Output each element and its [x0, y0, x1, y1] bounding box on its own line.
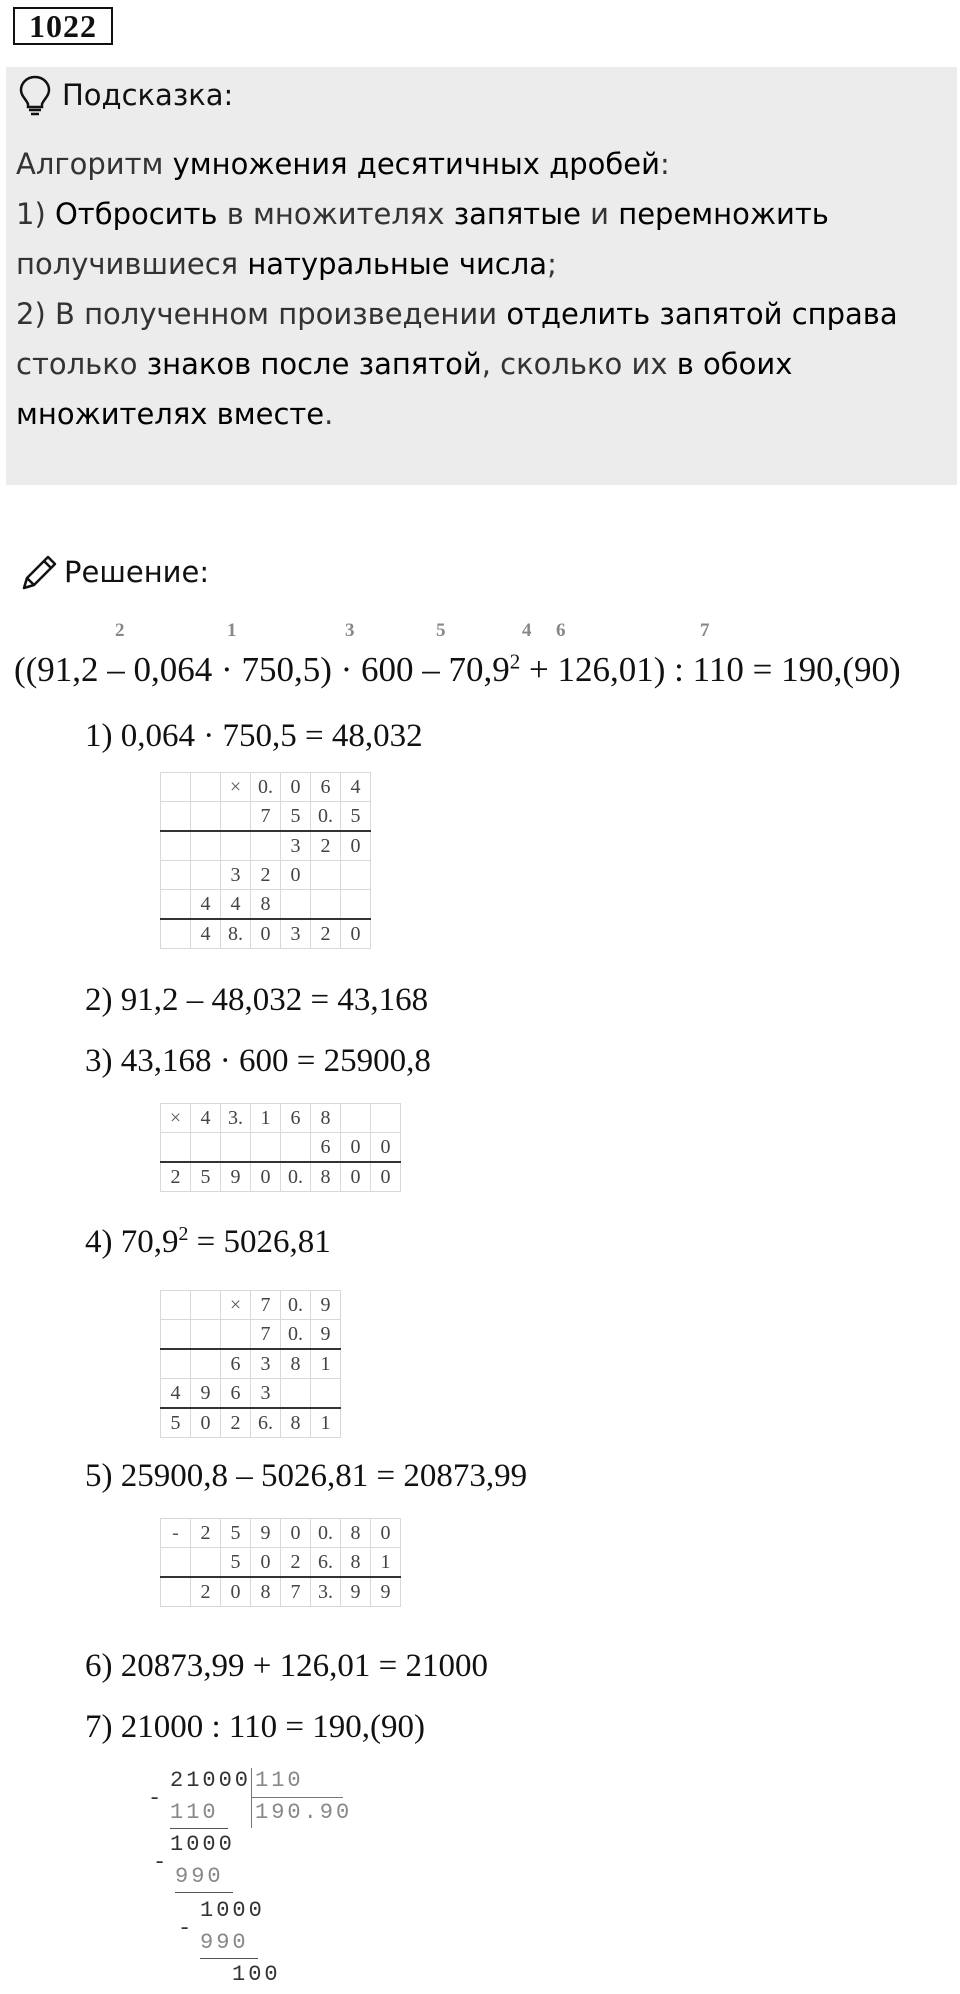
table-cell: 0.: [281, 1320, 311, 1350]
division-line: 110: [170, 1800, 219, 1825]
table-cell: 5: [221, 1548, 251, 1578]
table-row: [161, 1320, 341, 1350]
table-cell: 3.: [311, 1577, 341, 1607]
division-line: 1000: [170, 1832, 235, 1857]
table-cell: 2: [221, 1408, 251, 1438]
table-cell: 4: [161, 1379, 191, 1409]
table-cell: [221, 831, 251, 861]
table-cell: 7: [251, 1320, 281, 1350]
table-cell: 4: [221, 890, 251, 920]
table-cell: [161, 1349, 191, 1379]
table-cell: 2: [281, 1548, 311, 1578]
order-mark: 4: [522, 620, 532, 641]
table-cell: 1: [311, 1349, 341, 1379]
table-cell: 5: [221, 1519, 251, 1548]
table-cell: [341, 861, 371, 890]
table-cell: 7: [251, 802, 281, 832]
table-cell: [281, 890, 311, 920]
order-mark: 2: [115, 620, 125, 641]
table-cell: 4: [191, 890, 221, 920]
solution-step: 2) 91,2 – 48,032 = 43,168: [85, 982, 429, 1018]
table-cell: 4: [191, 919, 221, 949]
table-row: [161, 1408, 341, 1438]
division-underline: [175, 1892, 233, 1893]
table-cell: [311, 861, 341, 890]
table-row: [161, 1519, 401, 1548]
lightbulb-icon: [18, 74, 52, 116]
table-cell: 0: [251, 1548, 281, 1578]
division-line: 990: [175, 1864, 224, 1889]
division-bar-horizontal: [251, 1797, 343, 1798]
hint-emphasis: умножения десятичных дробей: [172, 147, 660, 181]
table-row: [161, 802, 371, 832]
table-cell: 0: [281, 1519, 311, 1548]
table-cell: 5: [341, 802, 371, 832]
hint-line: [16, 147, 670, 181]
table-cell: 0: [251, 1162, 281, 1192]
table-cell: [191, 1133, 221, 1163]
solution-title: Решение:: [64, 555, 210, 589]
hint-text-segment: в множителях: [217, 197, 454, 231]
hint-line: [16, 397, 333, 431]
table-cell: [191, 1548, 221, 1578]
solution-step: 1) 0,064 · 750,5 = 48,032: [85, 718, 423, 754]
solution-step: 7) 21000 : 110 = 190,(90): [85, 1709, 426, 1745]
table-cell: [161, 773, 191, 802]
table-cell: 0: [191, 1408, 221, 1438]
hint-line: [16, 247, 557, 281]
hint-emphasis: множителях вместе: [16, 397, 325, 431]
table-cell: [161, 1577, 191, 1607]
solution-step: 6) 20873,99 + 126,01 = 21000: [85, 1648, 488, 1684]
table-cell: 0: [221, 1577, 251, 1607]
table-cell: 8: [281, 1408, 311, 1438]
minus-sign: -: [153, 1850, 170, 1875]
table-cell: 2: [161, 1162, 191, 1192]
table-cell: 0.: [311, 802, 341, 832]
table-cell: 9: [341, 1577, 371, 1607]
hint-text-segment: и: [580, 197, 619, 231]
hint-emphasis: Отбросить: [54, 197, 218, 231]
table-cell: 9: [371, 1577, 401, 1607]
pencil-icon: [18, 552, 60, 594]
table-cell: [251, 1133, 281, 1163]
table-row: [161, 1104, 401, 1133]
table-cell: [161, 831, 191, 861]
table-cell: [161, 802, 191, 832]
table-cell: 6.: [311, 1548, 341, 1578]
table-cell: 2: [251, 861, 281, 890]
division-bar-vertical: [251, 1768, 252, 1828]
table-cell: [161, 1291, 191, 1320]
minus-sign: -: [178, 1916, 195, 1941]
table-cell: [341, 890, 371, 920]
hint-emphasis: знаков после запятой: [146, 347, 482, 381]
table-cell: [191, 1320, 221, 1350]
table-cell: [251, 831, 281, 861]
table-cell: 3: [251, 1349, 281, 1379]
table-cell: 9: [221, 1162, 251, 1192]
table-row: [161, 919, 371, 949]
table-cell: 0: [341, 831, 371, 861]
hint-text-segment: , сколько их: [481, 347, 677, 381]
hint-text-segment: 1): [16, 197, 55, 231]
table-cell: 8: [311, 1104, 341, 1133]
table-cell: 6: [311, 773, 341, 802]
hint-text-segment: ;: [547, 247, 557, 281]
table-cell: 8.: [221, 919, 251, 949]
table-row: [161, 1379, 341, 1409]
table-cell: 2: [311, 919, 341, 949]
table-cell: 9: [191, 1379, 221, 1409]
step-exponent: 2: [178, 1223, 189, 1245]
table-cell: 4: [191, 1104, 221, 1133]
calculation-table: [160, 1103, 401, 1192]
order-mark: 6: [556, 620, 566, 641]
hint-text-segment: получившиеся: [16, 247, 248, 281]
table-row: [161, 1133, 401, 1163]
calculation-table: [160, 772, 371, 949]
table-cell: 3: [281, 919, 311, 949]
table-cell: [161, 919, 191, 949]
table-cell: [221, 1320, 251, 1350]
table-cell: [161, 1548, 191, 1578]
hint-emphasis: перемножить: [618, 197, 829, 231]
hint-emphasis: запятые: [453, 197, 581, 231]
table-cell: 0: [281, 861, 311, 890]
hint-emphasis: отделить запятой справа: [506, 297, 898, 331]
hint-emphasis: натуральные числа: [247, 247, 548, 281]
step-base: 4) 70,9: [85, 1224, 179, 1260]
table-cell: 8: [281, 1349, 311, 1379]
table-row: [161, 1548, 401, 1578]
table-row: [161, 831, 371, 861]
table-cell: [191, 831, 221, 861]
table-cell: 4: [341, 773, 371, 802]
table-cell: 2: [311, 831, 341, 861]
table-cell: [191, 861, 221, 890]
table-row: [161, 773, 371, 802]
table-cell: 6.: [251, 1408, 281, 1438]
table-cell: 3: [221, 861, 251, 890]
table-cell: 0: [371, 1133, 401, 1163]
table-cell: -: [161, 1519, 191, 1548]
table-cell: [161, 1133, 191, 1163]
table-cell: 1: [371, 1548, 401, 1578]
table-row: [161, 1162, 401, 1192]
table-cell: 1: [251, 1104, 281, 1133]
table-cell: 0: [341, 919, 371, 949]
order-mark: 1: [227, 620, 237, 641]
hint-line: [16, 297, 898, 331]
table-cell: 6: [221, 1379, 251, 1409]
table-cell: 6: [221, 1349, 251, 1379]
table-cell: ×: [221, 773, 251, 802]
table-cell: 5: [281, 802, 311, 832]
table-cell: 0: [341, 1133, 371, 1163]
hint-text-segment: :: [659, 147, 670, 181]
table-cell: 8: [341, 1548, 371, 1578]
table-cell: 8: [341, 1519, 371, 1548]
hint-text-segment: столько: [16, 347, 147, 381]
table-row: [161, 861, 371, 890]
table-cell: [161, 890, 191, 920]
divisor: 110: [255, 1768, 304, 1793]
table-cell: [221, 1133, 251, 1163]
table-cell: 9: [251, 1519, 281, 1548]
order-mark: 3: [345, 620, 355, 641]
table-cell: 0.: [251, 773, 281, 802]
table-row: [161, 1577, 401, 1607]
solution-step: [85, 1224, 331, 1261]
table-cell: 3.: [221, 1104, 251, 1133]
table-cell: 2: [191, 1519, 221, 1548]
division-line: 990: [200, 1930, 249, 1955]
table-cell: [161, 1320, 191, 1350]
division-underline: [170, 1828, 228, 1829]
table-cell: 3: [251, 1379, 281, 1409]
table-cell: 6: [311, 1133, 341, 1163]
table-cell: 0: [371, 1519, 401, 1548]
table-cell: 7: [281, 1577, 311, 1607]
table-row: [161, 1349, 341, 1379]
table-cell: 0.: [281, 1291, 311, 1320]
task-number: 1022: [13, 7, 113, 45]
table-cell: 0: [281, 773, 311, 802]
table-cell: [281, 1379, 311, 1409]
table-cell: 3: [281, 831, 311, 861]
division-underline: [200, 1958, 258, 1959]
division-line: 100: [232, 1962, 281, 1987]
table-cell: [311, 1379, 341, 1409]
solution-step: 5) 25900,8 – 5026,81 = 20873,99: [85, 1458, 528, 1494]
main-expression: $((91,2 - 0,064 \cdot 750,5) \cdot 600 - 70,9^2 + 126,01)$ : 110 = 190,(90): [14, 649, 901, 689]
table-cell: 7: [251, 1291, 281, 1320]
step-result: = 5026,81: [188, 1224, 331, 1260]
table-row: [161, 890, 371, 920]
table-cell: [371, 1104, 401, 1133]
table-cell: 8: [251, 890, 281, 920]
table-cell: 8: [311, 1162, 341, 1192]
table-cell: [161, 861, 191, 890]
table-cell: ×: [221, 1291, 251, 1320]
division-line: 1000: [200, 1898, 265, 1923]
table-cell: ×: [161, 1104, 191, 1133]
order-mark: 7: [700, 620, 710, 641]
quotient: 190.90: [255, 1800, 353, 1825]
hint-emphasis: в обоих: [676, 347, 793, 381]
solution-step: 3) 43,168 · 600 = 25900,8: [85, 1043, 431, 1079]
table-cell: 1: [311, 1408, 341, 1438]
table-cell: [191, 773, 221, 802]
calculation-table: [160, 1290, 341, 1438]
table-cell: 9: [311, 1291, 341, 1320]
table-cell: 6: [281, 1104, 311, 1133]
table-cell: 0: [371, 1162, 401, 1192]
table-cell: [191, 1349, 221, 1379]
table-cell: 5: [161, 1408, 191, 1438]
calculation-table: [160, 1518, 401, 1607]
hint-text-segment: .: [324, 397, 334, 431]
table-cell: [191, 1291, 221, 1320]
table-cell: 9: [311, 1320, 341, 1350]
table-cell: 0.: [281, 1162, 311, 1192]
hint-line: [16, 347, 792, 381]
table-row: [161, 1291, 341, 1320]
hint-title: Подсказка:: [62, 78, 234, 112]
hint-line: [16, 197, 829, 231]
hint-text-segment: Алгоритм: [16, 147, 173, 181]
table-cell: [221, 802, 251, 832]
hint-text-segment: 2) В полученном произведении: [16, 297, 507, 331]
order-mark: 5: [436, 620, 446, 641]
table-cell: [191, 802, 221, 832]
table-cell: 0.: [311, 1519, 341, 1548]
table-cell: 0: [341, 1162, 371, 1192]
table-cell: 0: [251, 919, 281, 949]
table-cell: 8: [251, 1577, 281, 1607]
minus-sign: -: [148, 1786, 165, 1811]
table-cell: [311, 890, 341, 920]
table-cell: 5: [191, 1162, 221, 1192]
table-cell: 2: [191, 1577, 221, 1607]
dividend: 21000: [170, 1768, 252, 1793]
table-cell: [281, 1133, 311, 1163]
table-cell: [341, 1104, 371, 1133]
